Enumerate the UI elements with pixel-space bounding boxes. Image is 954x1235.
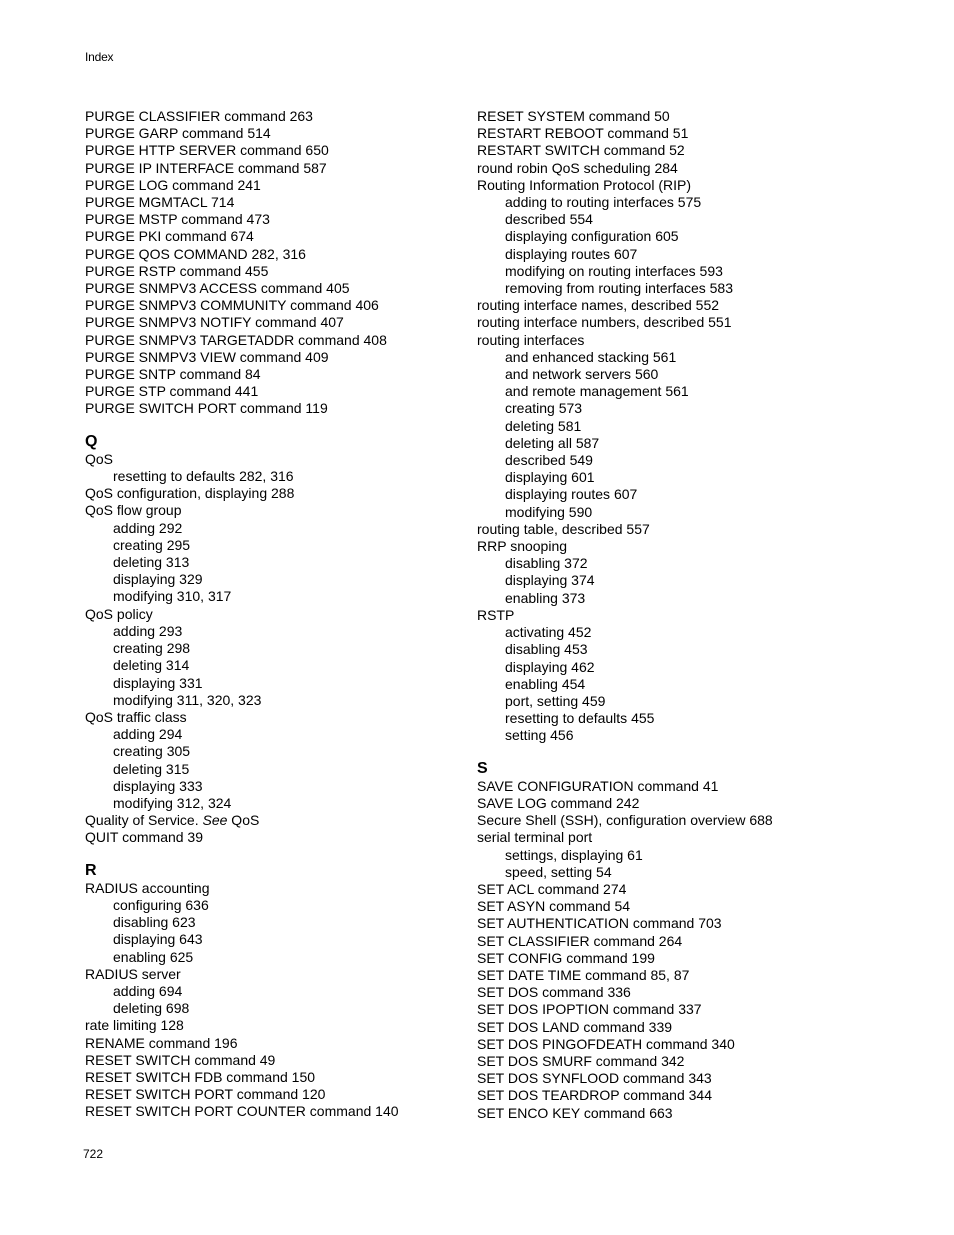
index-entry: SET DOS SMURF command 342 — [477, 1052, 685, 1069]
index-entry: PURGE PKI command 674 — [85, 228, 254, 245]
index-entry: Routing Information Protocol (RIP) — [477, 176, 691, 193]
index-entry: PURGE HTTP SERVER command 650 — [85, 142, 329, 159]
index-entry: RSTP — [477, 606, 515, 623]
index-subentry: modifying 312, 324 — [113, 794, 232, 811]
entry-group-p — [85, 108, 485, 418]
index-entry: SET DOS IPOPTION command 337 — [477, 1001, 702, 1018]
index-subentry: disabling 623 — [113, 914, 196, 931]
index-subentry: and enhanced stacking 561 — [505, 348, 677, 365]
index-entry: SET DATE TIME command 85, 87 — [477, 966, 690, 983]
index-subentry: speed, setting 54 — [505, 863, 612, 880]
index-entry: SET DOS PINGOFDEATH command 340 — [477, 1035, 735, 1052]
index-subentry: displaying 331 — [113, 674, 203, 691]
index-subentry: and remote management 561 — [505, 383, 689, 400]
index-subentry: deleting 698 — [113, 1000, 190, 1017]
index-subentry: modifying on routing interfaces 593 — [505, 262, 723, 279]
index-entry: routing interfaces — [477, 331, 585, 348]
index-entry: RRP snooping — [477, 538, 568, 555]
see-target: QoS — [227, 812, 260, 829]
index-entry: RESET SWITCH PORT COUNTER command 140 — [85, 1103, 399, 1120]
index-entry: SET AUTHENTICATION command 703 — [477, 915, 722, 932]
index-entry: SAVE CONFIGURATION command 41 — [477, 777, 719, 794]
index-subentry: displaying configuration 605 — [505, 228, 679, 245]
index-entry: RESET SWITCH FDB command 150 — [85, 1068, 316, 1085]
index-entry: PURGE MSTP command 473 — [85, 211, 270, 228]
index-entry: RESTART REBOOT command 51 — [477, 125, 689, 142]
index-subentry: adding 294 — [113, 726, 183, 743]
index-entry: QoS policy — [85, 605, 153, 622]
index-entry: RESET SWITCH command 49 — [85, 1051, 276, 1068]
index-entry: RESTART SWITCH command 52 — [477, 142, 685, 159]
index-subentry: configuring 636 — [113, 896, 209, 913]
index-subentry: enabling 625 — [113, 948, 194, 965]
index-entry: PURGE LOG command 241 — [85, 176, 261, 193]
index-subentry: disabling 372 — [505, 555, 588, 572]
index-entry: SET CLASSIFIER command 264 — [477, 932, 683, 949]
index-letter-s: S — [477, 759, 488, 777]
index-column-left — [85, 108, 485, 1121]
entry-group-r — [85, 880, 485, 1121]
index-entry: PURGE IP INTERFACE command 587 — [85, 159, 327, 176]
entry-group-q — [85, 451, 485, 812]
index-entry: PURGE SNMPV3 VIEW command 409 — [85, 348, 329, 365]
entry-group-r-cont — [477, 108, 877, 745]
index-subentry: modifying 311, 320, 323 — [113, 691, 262, 708]
index-entry: routing interface names, described 552 — [477, 297, 720, 314]
index-entry: SET ASYN command 54 — [477, 898, 631, 915]
index-entry: PURGE QOS COMMAND 282, 316 — [85, 245, 306, 262]
index-entry: rate limiting 128 — [85, 1017, 184, 1034]
index-subentry: creating 298 — [113, 640, 191, 657]
index-subentry: deleting 313 — [113, 554, 190, 571]
page-number: 722 — [83, 1147, 104, 1161]
index-entry: QoS configuration, displaying 288 — [85, 485, 295, 502]
index-subentry: enabling 454 — [505, 675, 586, 692]
index-entry: PURGE SNMPV3 NOTIFY command 407 — [85, 314, 344, 331]
index-subentry: deleting 315 — [113, 760, 190, 777]
index-subentry: displaying 643 — [113, 931, 203, 948]
index-entry: SET ACL command 274 — [477, 880, 627, 897]
index-entry: RADIUS server — [85, 965, 181, 982]
index-entry-quality-of-service — [85, 812, 485, 829]
index-subentry: removing from routing interfaces 583 — [505, 280, 733, 297]
index-subentry: modifying 590 — [505, 503, 593, 520]
index-entry: PURGE GARP command 514 — [85, 125, 271, 142]
index-subentry: resetting to defaults 282, 316 — [113, 468, 294, 485]
index-entry: SET DOS command 336 — [477, 984, 631, 1001]
index-subentry: and network servers 560 — [505, 366, 659, 383]
index-subentry: port, setting 459 — [505, 692, 606, 709]
index-subentry: enabling 373 — [505, 589, 586, 606]
index-subentry: settings, displaying 61 — [505, 846, 643, 863]
index-subentry: displaying routes 607 — [505, 486, 638, 503]
index-entry: SET DOS LAND command 339 — [477, 1018, 673, 1035]
index-subentry: setting 456 — [505, 727, 574, 744]
index-entry: PURGE SNMPV3 COMMUNITY command 406 — [85, 297, 379, 314]
index-entry: RESET SWITCH PORT command 120 — [85, 1086, 326, 1103]
index-entry: PURGE SNMPV3 TARGETADDR command 408 — [85, 331, 387, 348]
index-letter-r: R — [85, 861, 97, 879]
index-subentry: activating 452 — [505, 624, 592, 641]
index-entry-quit: QUIT command 39 — [85, 829, 204, 846]
index-entry: SET DOS SYNFLOOD command 343 — [477, 1070, 712, 1087]
index-subentry: displaying 601 — [505, 469, 595, 486]
index-subentry: disabling 453 — [505, 641, 588, 658]
index-entry: serial terminal port — [477, 829, 593, 846]
entry-group-s — [477, 778, 877, 1122]
index-subentry: creating 295 — [113, 536, 191, 553]
index-subentry: described 549 — [505, 452, 593, 469]
index-entry: PURGE RSTP command 455 — [85, 262, 269, 279]
running-head: Index — [85, 50, 114, 64]
index-entry: SAVE LOG command 242 — [477, 794, 640, 811]
index-column-right — [477, 108, 877, 1122]
index-entry: PURGE SNTP command 84 — [85, 366, 261, 383]
index-entry: PURGE SNMPV3 ACCESS command 405 — [85, 280, 350, 297]
index-entry: RENAME command 196 — [85, 1034, 238, 1051]
index-subentry: displaying 374 — [505, 572, 595, 589]
index-subentry: displaying 462 — [505, 658, 595, 675]
index-subentry: creating 305 — [113, 743, 191, 760]
index-subentry: adding to routing interfaces 575 — [505, 194, 702, 211]
index-subentry: deleting 581 — [505, 417, 582, 434]
index-entry: RADIUS accounting — [85, 879, 210, 896]
index-entry: SET DOS TEARDROP command 344 — [477, 1087, 712, 1104]
index-entry: routing table, described 557 — [477, 520, 650, 537]
index-entry: QoS flow group — [85, 502, 182, 519]
index-entry: PURGE MGMTACL 714 — [85, 194, 235, 211]
index-subentry: creating 573 — [505, 400, 583, 417]
index-letter-q: Q — [85, 432, 98, 450]
index-subentry: displaying routes 607 — [505, 245, 638, 262]
index-entry: PURGE CLASSIFIER command 263 — [85, 108, 313, 124]
see-prefix: Quality of Service. — [85, 812, 203, 829]
index-entry: SET CONFIG command 199 — [477, 949, 655, 966]
index-subentry: modifying 310, 317 — [113, 588, 232, 605]
index-entry: PURGE SWITCH PORT command 119 — [85, 400, 328, 417]
index-entry: Secure Shell (SSH), configuration overview 688 — [477, 812, 773, 829]
index-entry: routing interface numbers, described 551 — [477, 314, 732, 331]
index-subentry: deleting 314 — [113, 657, 190, 674]
index-entry: RESET SYSTEM command 50 — [477, 108, 670, 124]
index-entry: QoS — [85, 450, 114, 467]
index-entry: PURGE STP command 441 — [85, 383, 259, 400]
see-reference: See — [202, 812, 228, 829]
index-entry: round robin QoS scheduling 284 — [477, 159, 678, 176]
index-entry: SET ENCO KEY command 663 — [477, 1104, 673, 1121]
index-subentry: adding 292 — [113, 519, 183, 536]
index-subentry: resetting to defaults 455 — [505, 710, 655, 727]
index-subentry: described 554 — [505, 211, 593, 228]
index-subentry: deleting all 587 — [505, 434, 600, 451]
index-subentry: adding 293 — [113, 622, 183, 639]
index-subentry: adding 694 — [113, 982, 183, 999]
index-subentry: displaying 333 — [113, 777, 203, 794]
index-entry: QoS traffic class — [85, 708, 187, 725]
index-subentry: displaying 329 — [113, 571, 203, 588]
